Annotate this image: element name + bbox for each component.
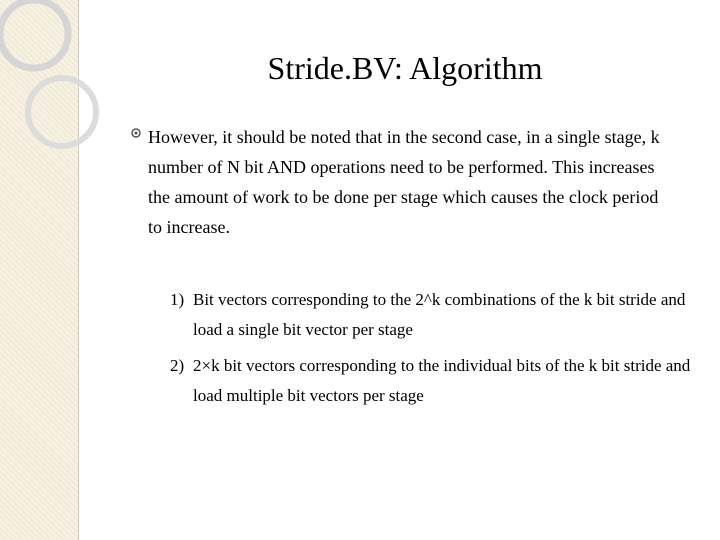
bullet-text: However, it should be noted that in the second case, in a single stage, k number of N bit AND operations need to be performed. This increases the amount of work to be done per stage which causes the clock period to increase.	[148, 127, 660, 237]
numbered-list	[170, 285, 700, 417]
list-item-number: 1)	[170, 290, 185, 309]
decorative-rings	[0, 0, 120, 200]
ring-bullet-icon	[130, 127, 142, 139]
decorative-ring-small	[28, 78, 96, 146]
list-item-text: Bit vectors corresponding to the 2^k combinations of the k bit stride and load a single bit vector per stage	[193, 290, 686, 339]
slide-title: Stride.BV: Algorithm	[267, 50, 543, 86]
decorative-ring-large	[0, 0, 68, 68]
list-item	[170, 285, 700, 345]
list-item-number: 2)	[170, 356, 185, 375]
list-item	[170, 351, 700, 411]
list-item-text: 2×k bit vectors corresponding to the individual bits of the k bit stride and load multiple bit vectors per stage	[193, 356, 691, 405]
